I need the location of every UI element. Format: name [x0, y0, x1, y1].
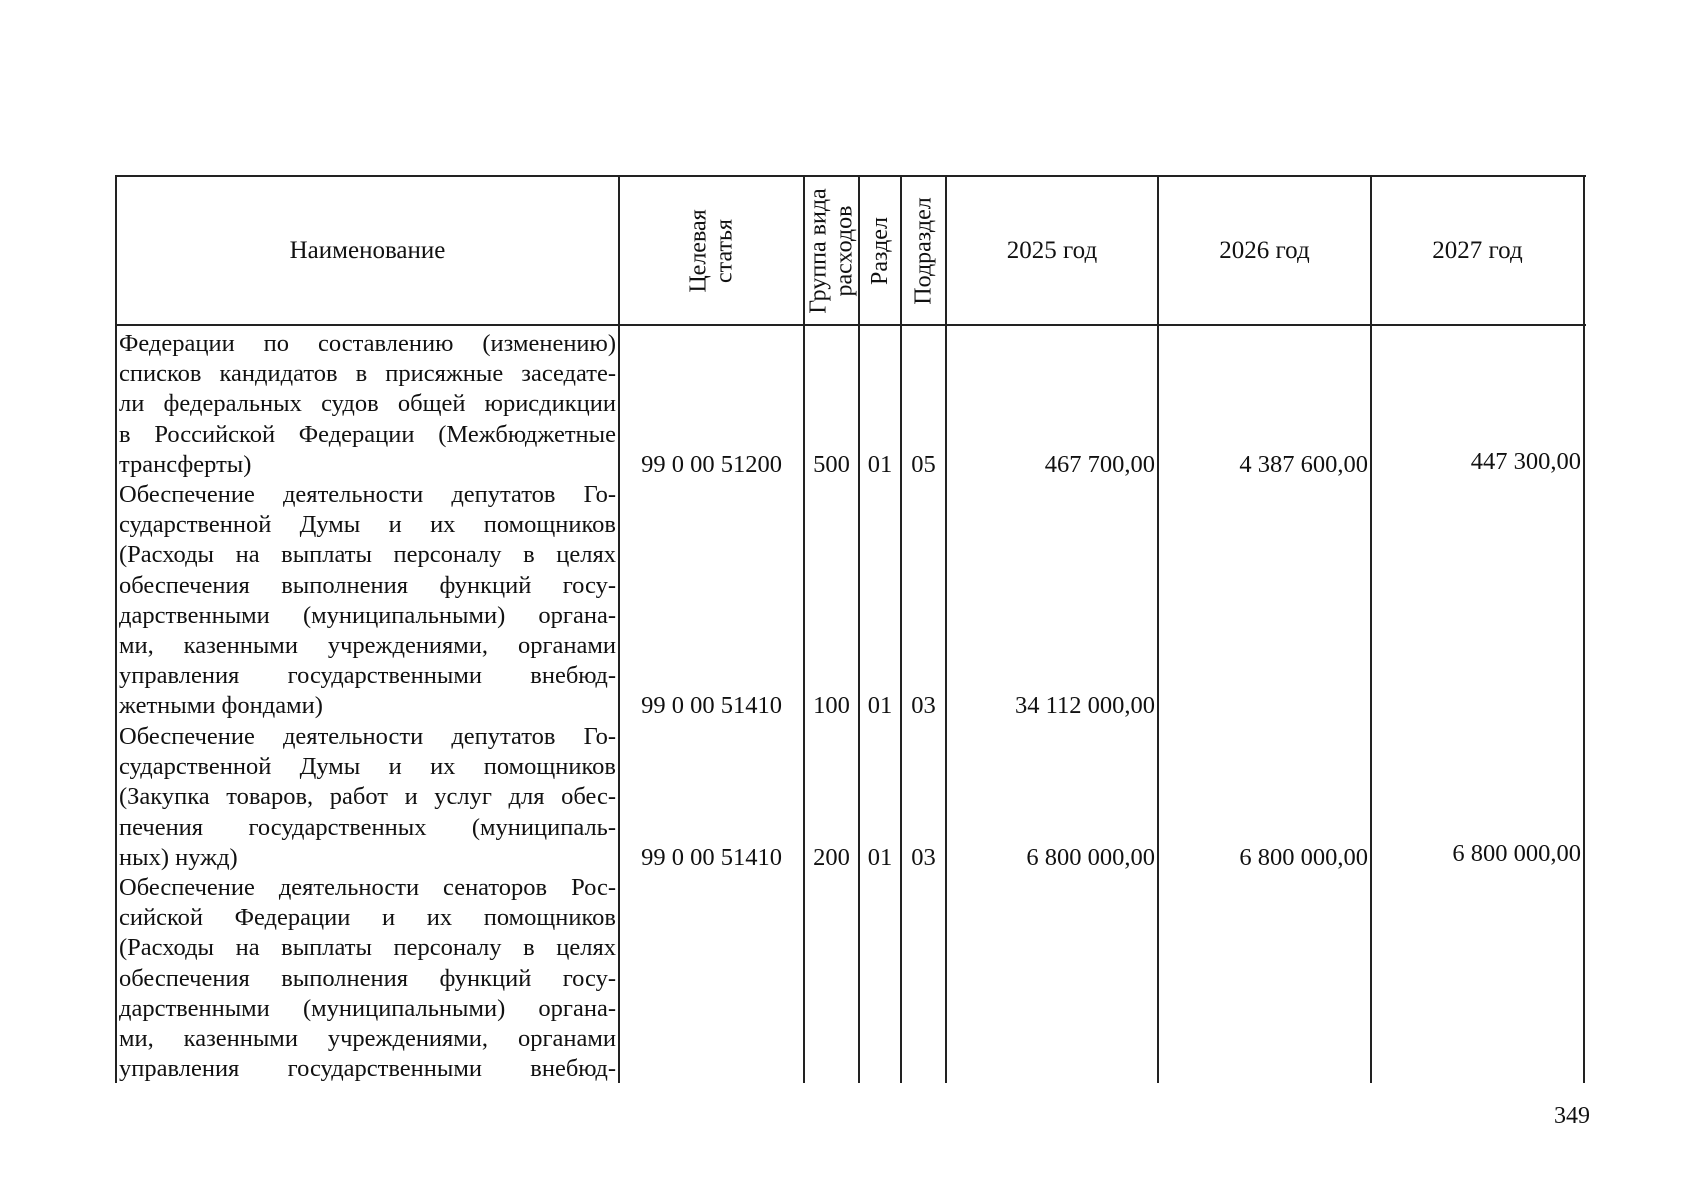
- row-amount-2026: 4 387 600,00: [1239, 451, 1368, 478]
- row-name: [119, 722, 616, 873]
- row-name-line: ми, казенными учреждениями, органами: [119, 632, 616, 660]
- header-2026: 2026 год: [1219, 236, 1310, 264]
- row-amount-2027: 447 300,00: [1470, 448, 1581, 475]
- row-amount-2025: 467 700,00: [1044, 451, 1155, 478]
- row-name-line: ных) нужд): [119, 843, 238, 871]
- row-amount-2027: 6 800 000,00: [1452, 840, 1581, 867]
- header-2025: 2025 год: [1006, 236, 1098, 264]
- header-section-label: Раздел: [867, 216, 894, 285]
- row-name-line: дарственными (муниципальными) органа-: [119, 994, 616, 1022]
- row-name: [119, 873, 616, 1084]
- row-name-line: в Российской Федерации (Межбюджетные: [119, 420, 616, 448]
- header-2027: 2027 год: [1432, 236, 1523, 264]
- row-name-line: Обеспечение деятельности депутатов Го-: [119, 723, 616, 750]
- row-name: [119, 480, 616, 722]
- row-section: 01: [867, 451, 893, 478]
- row-amount-2025: 34 112 000,00: [1015, 692, 1155, 719]
- row-name-line: Обеспечение деятельности сенаторов Рос-: [119, 874, 616, 901]
- row-name-line: сударственной Думы и их помощников: [119, 511, 616, 539]
- header-target-line2: статья: [711, 218, 738, 283]
- row-name-line: (Расходы на выплаты персоналу в целях: [119, 541, 616, 569]
- row-amount-2025: 6 800 000,00: [1026, 844, 1155, 871]
- row-subsection: 05: [911, 451, 936, 478]
- header-target-article: [620, 177, 803, 324]
- row-name-line: (Расходы на выплаты персоналу в целях: [119, 934, 616, 962]
- row-name-line: управления государственными внебюд-: [119, 662, 616, 690]
- header-subsection-label: Подраздел: [910, 196, 937, 305]
- header-group-line1: Группа вида: [805, 187, 832, 314]
- row-subsection: 03: [911, 844, 936, 871]
- header-bottom-border: [115, 324, 1586, 326]
- row-name-line: ми, казенными учреждениями, органами: [119, 1025, 616, 1053]
- row-name-line: обеспечения выполнения функций госу-: [119, 571, 616, 599]
- header-name: Наименование: [289, 236, 446, 264]
- header-subsection: [902, 177, 945, 324]
- row-name-line: обеспечения выполнения функций госу-: [119, 964, 616, 992]
- row-name-line: Федерации по составлению (изменению): [119, 330, 616, 357]
- row-target-article: 99 0 00 51410: [641, 692, 782, 719]
- col-border: [1583, 175, 1585, 1083]
- row-name-line: трансферты): [119, 450, 252, 478]
- row-section: 01: [867, 692, 893, 719]
- row-target-article: 99 0 00 51410: [641, 844, 782, 871]
- row-name-line: жетными фондами): [119, 692, 323, 720]
- row-name-line: сийской Федерации и их помощников: [119, 904, 616, 932]
- row-subsection: 03: [911, 692, 936, 719]
- page-number: 349: [1554, 1103, 1590, 1129]
- header-target-line1: Целевая: [685, 208, 712, 293]
- row-target-article: 99 0 00 51200: [641, 451, 782, 478]
- row-name: [119, 329, 616, 480]
- header-group-line2: расходов: [831, 205, 858, 296]
- row-amount-2026: 6 800 000,00: [1239, 844, 1368, 871]
- row-name-line: дарственными (муниципальными) органа-: [119, 601, 616, 629]
- row-name-line: ли федеральных судов общей юрисдикции: [119, 390, 616, 418]
- header-expense-group: [805, 177, 858, 324]
- row-name-line: сударственной Думы и их помощников: [119, 753, 616, 781]
- row-name-line: управления государственными внебюд-: [119, 1055, 616, 1083]
- header-section: [860, 177, 900, 324]
- row-section: 01: [867, 844, 893, 871]
- row-name-line: Обеспечение деятельности депутатов Го-: [119, 481, 616, 508]
- row-expense-group: 500: [813, 451, 850, 478]
- row-expense-group: 100: [813, 692, 850, 719]
- row-name-line: печения государственных (муниципаль-: [119, 813, 616, 841]
- row-name-line: (Закупка товаров, работ и услуг для обес-: [119, 783, 616, 811]
- row-expense-group: 200: [813, 844, 850, 871]
- row-name-line: списков кандидатов в присяжные заседате-: [119, 360, 616, 388]
